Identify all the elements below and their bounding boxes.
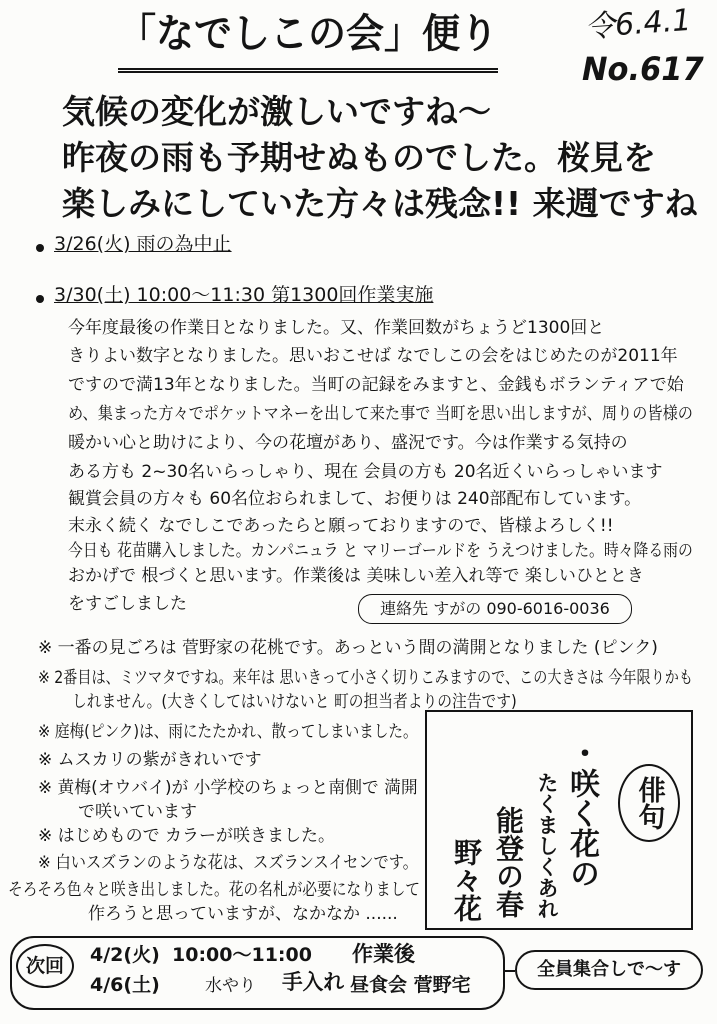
flower-note-continued: [78, 802, 278, 822]
closing-line: [8, 880, 420, 900]
flower-note: [38, 722, 418, 742]
flower-note-text: ※ 庭梅(ピンク)は、雨にたたかれ、散ってしまいました。: [38, 722, 418, 742]
report-line: [68, 318, 693, 338]
newsletter-title: [118, 10, 498, 73]
next-date-1: [90, 944, 170, 967]
contact-text: 連絡先 すがの 090-6016-0036: [380, 599, 610, 618]
contact-oval: [358, 594, 632, 624]
report-line-text: おかげで 根づくと思います。作業後は 美味しい差入れ等で 楽しいひととき: [68, 566, 644, 586]
report-line: [68, 462, 693, 482]
report-line-text: ですので満13年となりました。当町の記録をみますと、金銭もボランティアで始: [68, 375, 684, 395]
next-time: [172, 944, 337, 967]
bullet-dot: [36, 244, 44, 252]
next-date-text: 4/2(火): [90, 944, 160, 966]
haiku-line: 能登の春: [492, 806, 525, 918]
report-heading-work: [54, 284, 514, 307]
report-line-text: 末永く続く なでしこであったらと願っておりますので、皆様よろしく!!: [68, 516, 614, 536]
report-line-text: 観賞会員の方々も 60名位おられまして、お便りは 240部配布しています。: [68, 489, 642, 509]
report-heading-cancelled: [54, 233, 334, 256]
next-date-text: 4/6(土): [90, 974, 160, 996]
after-work-label: [352, 942, 442, 967]
report-line-text: 今日も 花苗購入しました。カンパニュラ と マリーゴールドを うえつけました。時々降る雨の: [68, 541, 693, 561]
report-line-text: をすごしました: [68, 594, 187, 614]
flower-note-text: ※ はじめもので カラーが咲きました。: [38, 826, 336, 846]
next-task-watering: [205, 976, 277, 996]
headline-text: 気候の変化が激しいですね〜: [62, 92, 491, 131]
flower-note-text: しれません。(大きくしてはいけないと 町の担当者よりの注告です): [72, 692, 517, 712]
next-task-text: 手入れ: [282, 970, 344, 994]
next-task-text: 水やり: [205, 976, 256, 996]
report-line-text: め、集まった方々でポケットマネーを出して来た事で 当町を思い出しますが、周りの皆様の: [68, 404, 693, 424]
flower-note-text: ※ 白いスズランのような花は、スズランスイセンです。: [38, 853, 418, 873]
report-line: [68, 375, 693, 395]
flower-note-text: で咲いています: [78, 802, 197, 822]
flower-note: [38, 668, 693, 688]
next-time-text: 10:00〜11:00: [172, 944, 312, 966]
haiku-line: ・咲く花の: [564, 738, 599, 888]
report-line: [68, 594, 208, 614]
flower-note-text: ※ 2番目は、ミツマタですね。来年は 思いきって小さく切りこみますので、この大きさは 今年限りかも: [38, 668, 693, 688]
next-meeting-label: 次回: [16, 944, 74, 988]
report-heading-text: 3/30(土) 10:00〜11:30 第1300回作業実施: [54, 284, 434, 306]
flower-note: [38, 638, 693, 658]
report-line: [68, 346, 693, 366]
closing-text: そろそろ色々と咲き出しました。花の名札が必要になりまして: [8, 880, 420, 900]
report-line: [68, 489, 693, 509]
after-work-event: [350, 974, 500, 997]
next-task-maintenance: [282, 970, 344, 995]
haiku-label-circle: [618, 764, 680, 842]
report-line: [68, 516, 693, 536]
headline-line: [62, 184, 702, 224]
closing-line: [88, 904, 418, 924]
next-date-2: [90, 974, 170, 997]
headline-line: [62, 138, 702, 178]
issue-number: [582, 50, 704, 88]
report-line-text: きりよい数字となりました。思いおこせば なでしこの会をはじめたのが2011年: [68, 346, 678, 366]
headline-text: 昨夜の雨も予期せぬものでした。桜見を: [62, 138, 656, 177]
after-work-event-text: 昼食会 菅野宅: [350, 974, 471, 996]
report-line-text: 今年度最後の作業日となりました。又、作業回数がちょうど1300回と: [68, 318, 605, 338]
flower-note-text: ※ 黄梅(オウバイ)が 小学校のちょっと南側で 満開: [38, 778, 418, 798]
connector-line: [505, 970, 515, 972]
haiku-label-text: 俳句: [633, 776, 665, 830]
issue-date-text: 令6.4.1: [583, 2, 693, 46]
assembly-call-oval: [515, 950, 703, 990]
headline-line: [62, 92, 702, 132]
assembly-call-text: 全員集合しで〜す: [537, 959, 681, 980]
report-heading-text: 3/26(火) 雨の為中止: [54, 233, 232, 255]
newsletter-title-text: 「なでしこの会」便り: [118, 11, 498, 57]
flower-note: [38, 853, 418, 873]
flower-note: [38, 826, 418, 846]
report-line: [68, 541, 693, 561]
headline-text: 楽しみにしていた方々は残念!! 来週ですね: [62, 184, 698, 223]
flower-note: [38, 750, 338, 770]
flower-note-text: ※ 一番の見ごろは 菅野家の花桃です。あっという間の満開となりました (ピンク): [38, 638, 658, 658]
flower-note-text: ※ ムスカリの紫がきれいです: [38, 750, 262, 770]
report-line: [68, 404, 693, 424]
issue-number-text: No.617: [582, 50, 704, 88]
report-line: [68, 433, 693, 453]
closing-text: 作ろうと思っていますが、なかなか ......: [88, 904, 398, 924]
report-line-text: 暖かい心と助けにより、今の花壇があり、盛況です。今は作業する気持の: [68, 433, 628, 453]
issue-date: [584, 2, 708, 46]
report-line: [68, 566, 693, 586]
haiku-author: 野々花: [450, 838, 483, 922]
flower-note: [38, 778, 418, 798]
after-work-label-text: 作業後: [352, 942, 415, 966]
haiku-line: たくましくあれ: [535, 772, 559, 919]
report-line-text: ある方も 2~30名いらっしゃり、現在 会員の方も 20名近くいらっしゃいます: [68, 462, 663, 482]
bullet-dot: [36, 295, 44, 303]
